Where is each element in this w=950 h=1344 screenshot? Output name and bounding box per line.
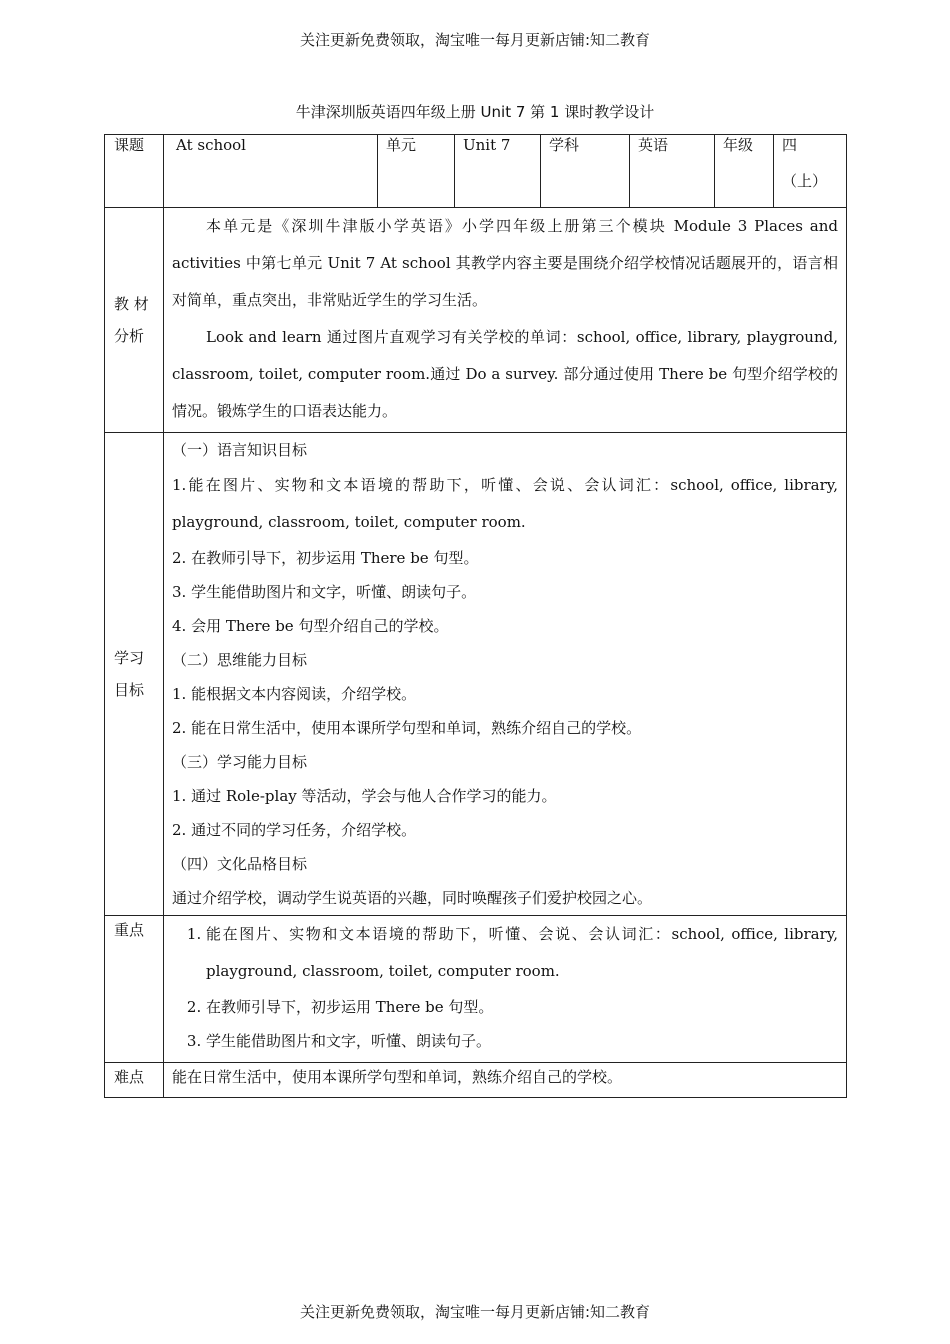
difficulty-content: 能在日常生活中，使用本课所学句型和单词，熟练介绍自己的学校。 [164, 1063, 847, 1098]
subject-value: 英语 [630, 135, 715, 208]
grade-value-main: 四 [782, 136, 798, 154]
analysis-label-line-2: 分析 [114, 327, 145, 345]
goal-heading: （二）思维能力目标 [172, 651, 308, 669]
analysis-paragraph-1: 本单元是《深圳牛津版小学英语》小学四年级上册第三个模块 Module 3 Places and activities 中第七单元 Unit 7 At school 其教学内容主要是围绕介绍学校情况话题展开的，语言相对简单，重点突出，非常贴近学生的学习生活。 [172, 217, 838, 309]
key-points-list [172, 916, 838, 1058]
difficulty-label: 难点 [105, 1063, 164, 1098]
goal-item: 2. 在教师引导下，初步运用 There be 句型。 [172, 549, 479, 567]
analysis-content [164, 208, 847, 433]
document-title: 牛津深圳版英语四年级上册 Unit 7 第 1 课时教学设计 [295, 103, 655, 121]
key-point-item: 3. 学生能借助图片和文字，听懂、朗读句子。 [206, 1024, 838, 1058]
key-points-content [164, 916, 847, 1063]
goal-item: 1.能在图片、实物和文本语境的帮助下，听懂、会说、会认词汇：school, office, library, playground, classroom, toilet, computer room. [172, 476, 838, 531]
goals-label-line-1: 学习 [114, 649, 145, 667]
analysis-paragraph-2: Look and learn 通过图片直观学习有关学校的单词：school, office, library, playground, classroom, toilet, computer room.通过 Do a survey. 部分通过使用 There be 句型介绍学校的情况。锻炼学生的口语表达能力。 [172, 328, 838, 420]
unit-value: Unit 7 [455, 135, 541, 208]
key-points-row [105, 916, 847, 1063]
goal-item: 2. 能在日常生活中，使用本课所学句型和单词，熟练介绍自己的学校。 [172, 719, 642, 737]
topic-value: At school [164, 135, 378, 208]
goal-heading: （三）学习能力目标 [172, 753, 308, 771]
difficulty-row [105, 1063, 847, 1098]
info-row [105, 135, 847, 208]
grade-value-cell [774, 135, 847, 208]
subject-label: 学科 [541, 135, 630, 208]
goals-label-line-2: 目标 [114, 681, 145, 699]
key-point-item: 2. 在教师引导下，初步运用 There be 句型。 [206, 990, 838, 1024]
key-points-label: 重点 [105, 916, 164, 1063]
goal-heading: （一）语言知识目标 [172, 441, 308, 459]
goals-content [164, 433, 847, 916]
analysis-row [105, 208, 847, 433]
unit-label: 单元 [378, 135, 455, 208]
goal-heading: （四）文化品格目标 [172, 855, 308, 873]
goal-item: 1. 能根据文本内容阅读，介绍学校。 [172, 685, 417, 703]
goal-item: 通过介绍学校，调动学生说英语的兴趣，同时唤醒孩子们爱护校园之心。 [172, 889, 653, 907]
analysis-label [105, 208, 164, 433]
goal-item: 2. 通过不同的学习任务，介绍学校。 [172, 821, 417, 839]
goals-label [105, 433, 164, 916]
goal-item: 3. 学生能借助图片和文字，听懂、朗读句子。 [172, 583, 477, 601]
lesson-plan-table [104, 134, 847, 1098]
key-point-item: 1. 能在图片、实物和文本语境的帮助下，听懂、会说、会认词汇：school, office, library, playground, classroom, toilet, computer room. [206, 916, 838, 990]
grade-label: 年级 [715, 135, 774, 208]
goals-row [105, 433, 847, 916]
footer-promo: 关注更新免费领取，淘宝唯一每月更新店铺:知二教育 [299, 1303, 651, 1321]
header-promo: 关注更新免费领取，淘宝唯一每月更新店铺:知二教育 [299, 31, 651, 49]
grade-value-term: （上） [782, 172, 828, 190]
analysis-label-line-1: 教 材 [114, 295, 149, 313]
goal-item: 4. 会用 There be 句型介绍自己的学校。 [172, 617, 449, 635]
goal-item: 1. 通过 Role-play 等活动，学会与他人合作学习的能力。 [172, 787, 557, 805]
topic-label: 课题 [105, 135, 164, 208]
